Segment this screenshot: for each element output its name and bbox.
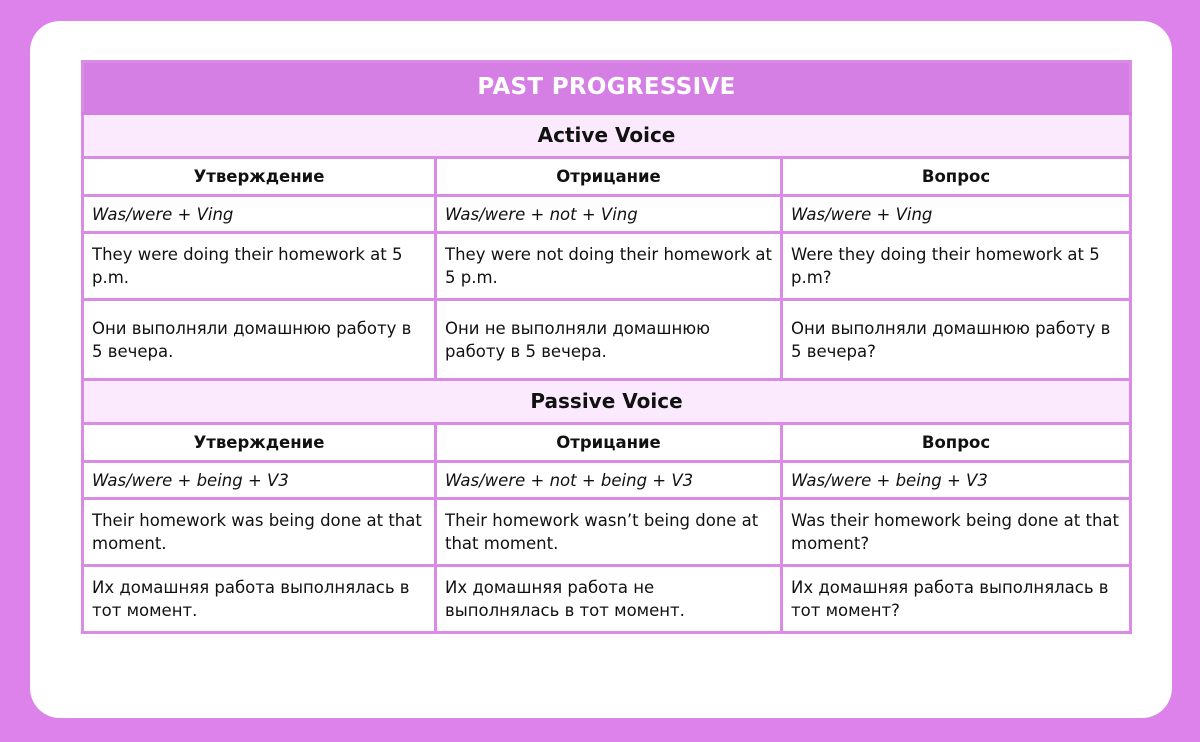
active-example-ru-question: Они выполняли домашнюю работу в 5 вечера? [782, 300, 1131, 380]
active-example-en-negative: They were not doing their homework at 5 p.m. [436, 233, 782, 300]
passive-example-ru-question: Их домашняя работа выполнялась в тот момент? [782, 566, 1131, 633]
active-header-question: Вопрос [782, 158, 1131, 196]
passive-formula-negative: Was/were + not + being + V3 [436, 462, 782, 499]
grammar-table [81, 60, 1132, 634]
title-row [83, 62, 1131, 114]
passive-column-headers [83, 424, 1131, 462]
passive-voice-row [83, 380, 1131, 424]
passive-formula-row [83, 462, 1131, 499]
active-example-en-affirmative: They were doing their homework at 5 p.m. [83, 233, 436, 300]
passive-header-question: Вопрос [782, 424, 1131, 462]
active-example-ru-affirmative: Они выполняли домашнюю работу в 5 вечера. [83, 300, 436, 380]
passive-example-ru-negative: Их домашняя работа не выполнялась в тот момент. [436, 566, 782, 633]
passive-header-negative: Отрицание [436, 424, 782, 462]
active-header-affirmative: Утверждение [83, 158, 436, 196]
active-formula-row [83, 196, 1131, 233]
active-example-en-question: Were they doing their homework at 5 p.m? [782, 233, 1131, 300]
passive-formula-question: Was/were + being + V3 [782, 462, 1131, 499]
active-english-example-row [83, 233, 1131, 300]
active-voice-heading: Active Voice [83, 114, 1131, 158]
passive-example-en-negative: Their homework wasn’t being done at that moment. [436, 499, 782, 566]
passive-example-en-affirmative: Their homework was being done at that moment. [83, 499, 436, 566]
passive-russian-example-row [83, 566, 1131, 633]
passive-english-example-row [83, 499, 1131, 566]
passive-example-ru-affirmative: Их домашняя работа выполнялась в тот момент. [83, 566, 436, 633]
table-title: PAST PROGRESSIVE [83, 62, 1131, 114]
active-voice-row [83, 114, 1131, 158]
active-formula-negative: Was/were + not + Ving [436, 196, 782, 233]
passive-voice-heading: Passive Voice [83, 380, 1131, 424]
passive-formula-affirmative: Was/were + being + V3 [83, 462, 436, 499]
passive-header-affirmative: Утверждение [83, 424, 436, 462]
active-russian-example-row [83, 300, 1131, 380]
active-example-ru-negative: Они не выполняли домашнюю работу в 5 вечера. [436, 300, 782, 380]
active-formula-affirmative: Was/were + Ving [83, 196, 436, 233]
active-column-headers [83, 158, 1131, 196]
passive-example-en-question: Was their homework being done at that moment? [782, 499, 1131, 566]
content-card [30, 21, 1172, 718]
active-header-negative: Отрицание [436, 158, 782, 196]
active-formula-question: Was/were + Ving [782, 196, 1131, 233]
